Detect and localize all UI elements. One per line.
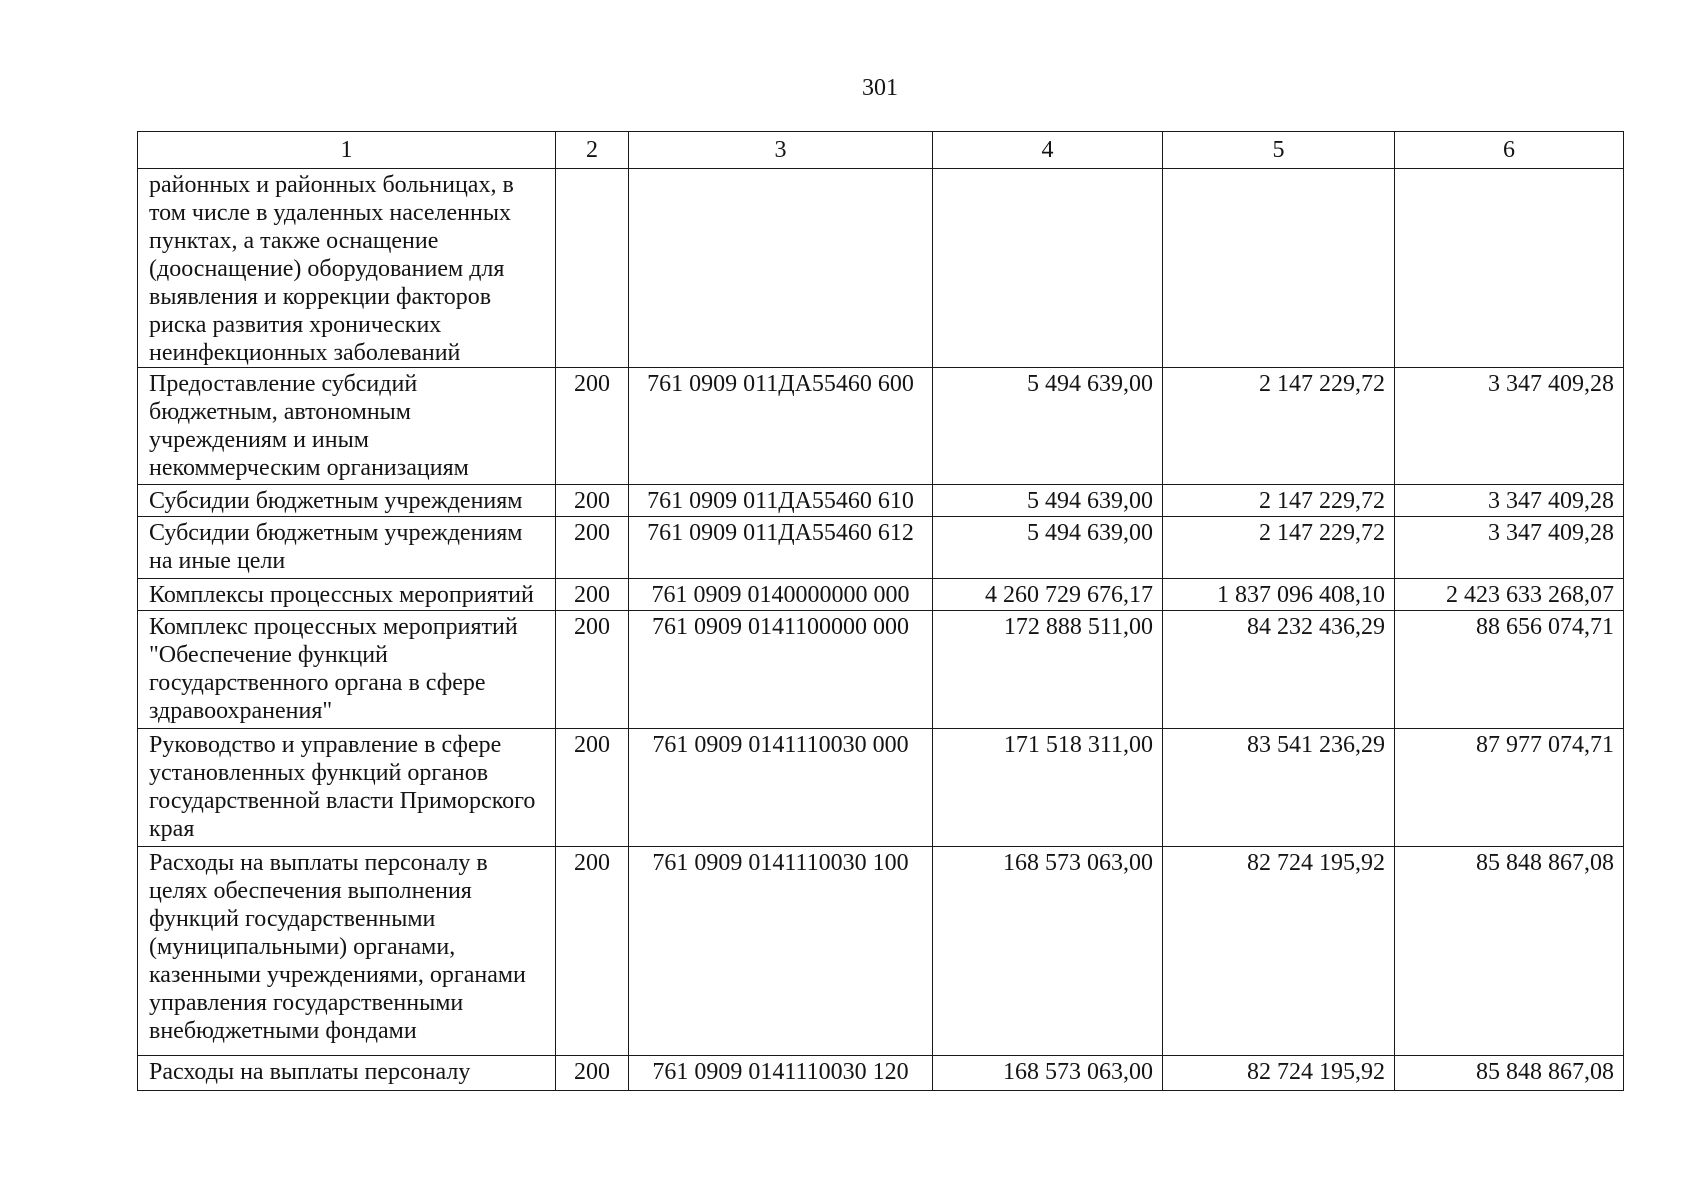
table-row xyxy=(138,611,1624,729)
cell-classification-code: 761 0909 011ДА55460 612 xyxy=(629,517,933,579)
table-body xyxy=(138,169,1624,1091)
cell-amount-col-6: 3 347 409,28 xyxy=(1395,485,1624,517)
header-col-4: 4 xyxy=(933,132,1163,169)
cell-amount-col-5: 2 147 229,72 xyxy=(1163,517,1395,579)
header-row xyxy=(138,132,1624,169)
table-row xyxy=(138,485,1624,517)
cell-description: Расходы на выплаты персоналу xyxy=(138,1056,556,1091)
cell-amount-col-6: 88 656 074,71 xyxy=(1395,611,1624,729)
table-row xyxy=(138,517,1624,579)
cell-code: 200 xyxy=(556,1056,629,1091)
cell-description: Комплексы процессных мероприятий xyxy=(138,579,556,611)
cell-amount-col-5: 82 724 195,92 xyxy=(1163,847,1395,1056)
cell-description: Субсидии бюджетным учреждениям xyxy=(138,485,556,517)
cell-description: Предоставление субсидий бюджетным, автономным учреждениям и иным некоммерческим организациям xyxy=(138,368,556,485)
cell-description: Субсидии бюджетным учреждениям на иные цели xyxy=(138,517,556,579)
table-header xyxy=(138,132,1624,169)
cell-description: Комплекс процессных мероприятий "Обеспечение функций государственного органа в сфере здравоохранения" xyxy=(138,611,556,729)
cell-classification-code: 761 0909 0140000000 000 xyxy=(629,579,933,611)
cell-code: 200 xyxy=(556,485,629,517)
cell-amount-col-4: 5 494 639,00 xyxy=(933,485,1163,517)
cell-amount-col-4: 168 573 063,00 xyxy=(933,1056,1163,1091)
cell-classification-code: 761 0909 0141110030 120 xyxy=(629,1056,933,1091)
cell-classification-code: 761 0909 011ДА55460 600 xyxy=(629,368,933,485)
table-row xyxy=(138,169,1624,368)
cell-classification-code xyxy=(629,169,933,368)
header-col-2: 2 xyxy=(556,132,629,169)
cell-amount-col-5: 1 837 096 408,10 xyxy=(1163,579,1395,611)
cell-amount-col-6: 85 848 867,08 xyxy=(1395,847,1624,1056)
cell-amount-col-6: 85 848 867,08 xyxy=(1395,1056,1624,1091)
cell-amount-col-4 xyxy=(933,169,1163,368)
cell-amount-col-5: 82 724 195,92 xyxy=(1163,1056,1395,1091)
table-row xyxy=(138,729,1624,847)
budget-table xyxy=(137,131,1624,1091)
header-col-6: 6 xyxy=(1395,132,1624,169)
cell-amount-col-5: 2 147 229,72 xyxy=(1163,485,1395,517)
cell-amount-col-5: 83 541 236,29 xyxy=(1163,729,1395,847)
cell-classification-code: 761 0909 0141100000 000 xyxy=(629,611,933,729)
cell-code: 200 xyxy=(556,517,629,579)
cell-code xyxy=(556,169,629,368)
header-col-5: 5 xyxy=(1163,132,1395,169)
cell-amount-col-5 xyxy=(1163,169,1395,368)
header-col-3: 3 xyxy=(629,132,933,169)
page-number: 301 xyxy=(862,75,898,101)
cell-code: 200 xyxy=(556,368,629,485)
cell-amount-col-4: 5 494 639,00 xyxy=(933,517,1163,579)
cell-description: Расходы на выплаты персоналу в целях обеспечения выполнения функций государственными (муниципальными) органами, казенными учреждениями, органами управления государственными внебюджетными фондами xyxy=(138,847,556,1056)
cell-classification-code: 761 0909 0141110030 100 xyxy=(629,847,933,1056)
cell-amount-col-6: 2 423 633 268,07 xyxy=(1395,579,1624,611)
cell-amount-col-4: 5 494 639,00 xyxy=(933,368,1163,485)
table-row xyxy=(138,368,1624,485)
table-row xyxy=(138,1056,1624,1091)
cell-amount-col-6: 87 977 074,71 xyxy=(1395,729,1624,847)
table-row xyxy=(138,847,1624,1056)
cell-classification-code: 761 0909 011ДА55460 610 xyxy=(629,485,933,517)
cell-classification-code: 761 0909 0141110030 000 xyxy=(629,729,933,847)
cell-amount-col-5: 2 147 229,72 xyxy=(1163,368,1395,485)
cell-description: районных и районных больницах, в том числе в удаленных населенных пунктах, а также оснащение (дооснащение) оборудованием для выявления и коррекции факторов риска развития хронических неинфекционных заболеваний xyxy=(138,169,556,368)
cell-amount-col-4: 4 260 729 676,17 xyxy=(933,579,1163,611)
cell-amount-col-6: 3 347 409,28 xyxy=(1395,368,1624,485)
cell-amount-col-5: 84 232 436,29 xyxy=(1163,611,1395,729)
table-row xyxy=(138,579,1624,611)
cell-amount-col-4: 168 573 063,00 xyxy=(933,847,1163,1056)
cell-code: 200 xyxy=(556,579,629,611)
cell-code: 200 xyxy=(556,729,629,847)
cell-amount-col-6 xyxy=(1395,169,1624,368)
cell-amount-col-4: 172 888 511,00 xyxy=(933,611,1163,729)
cell-amount-col-4: 171 518 311,00 xyxy=(933,729,1163,847)
header-col-1: 1 xyxy=(138,132,556,169)
cell-code: 200 xyxy=(556,611,629,729)
cell-description: Руководство и управление в сфере установленных функций органов государственной власти Приморского края xyxy=(138,729,556,847)
cell-code: 200 xyxy=(556,847,629,1056)
cell-amount-col-6: 3 347 409,28 xyxy=(1395,517,1624,579)
